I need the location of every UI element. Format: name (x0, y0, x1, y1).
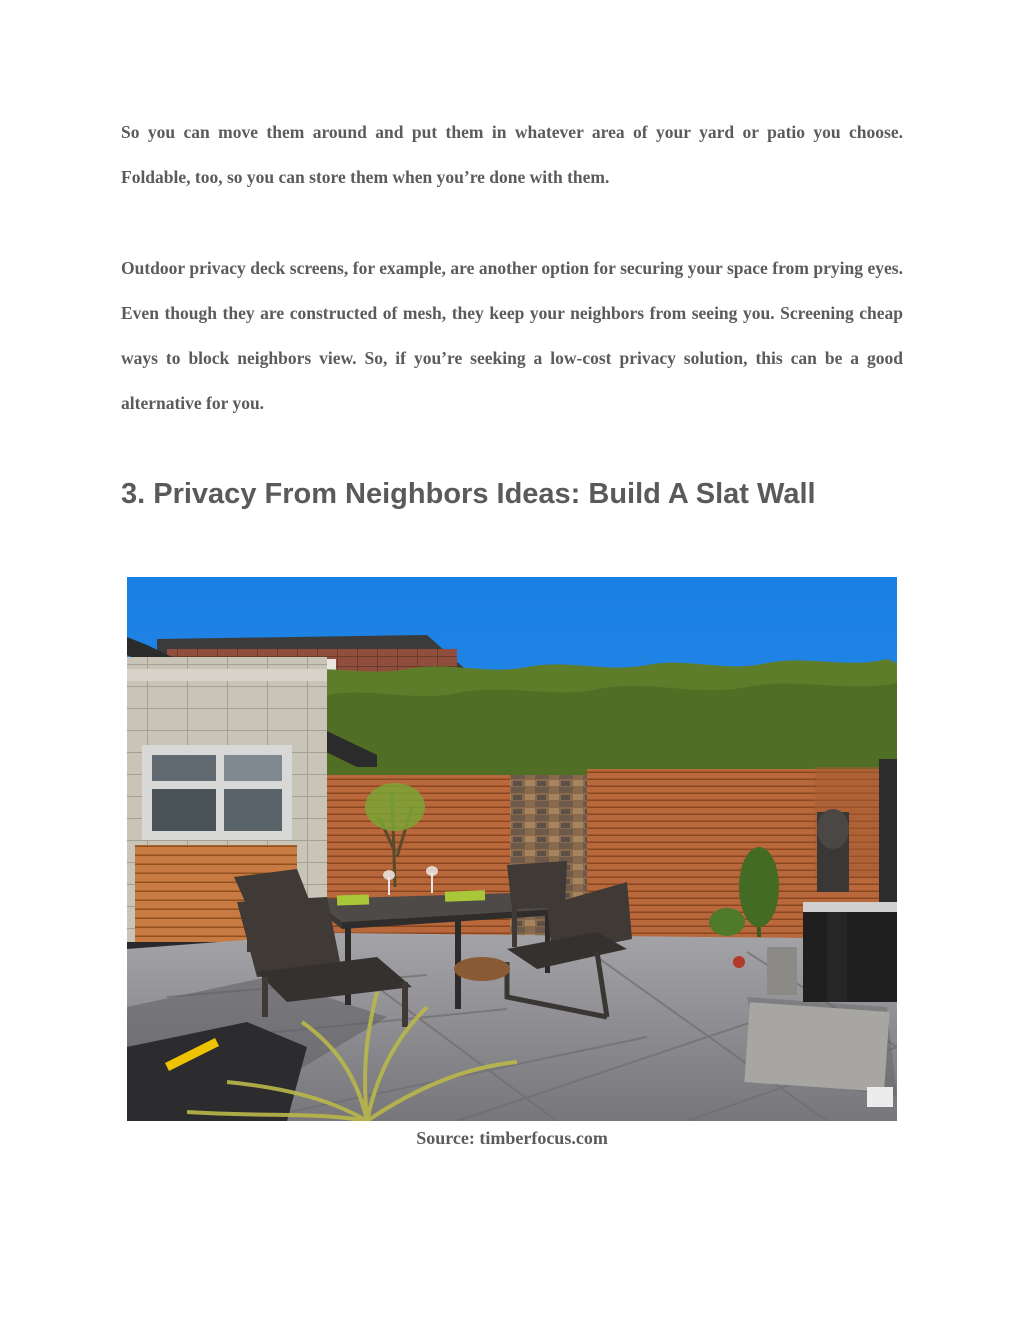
section-heading: 3. Privacy From Neighbors Ideas: Build A Slat Wall (121, 478, 816, 510)
paragraph-portable-screens: So you can move them around and put them in whatever area of your yard or patio you choose. Foldable, too, so you can store them when you’re done with them. (121, 122, 903, 187)
patio-slat-wall-photo (127, 577, 897, 1121)
paragraph-deck-screens: Outdoor privacy deck screens, for example, are another option for securing your space from prying eyes. Even though they are constructed of mesh, they keep your neighbors from seeing you. Screening cheap ways to block neighbors view. So, if you’re seeking a low-cost privacy solution, this can be a good alternative for you. (121, 258, 903, 413)
figure-caption: Source: timberfocus.com (416, 1128, 608, 1148)
